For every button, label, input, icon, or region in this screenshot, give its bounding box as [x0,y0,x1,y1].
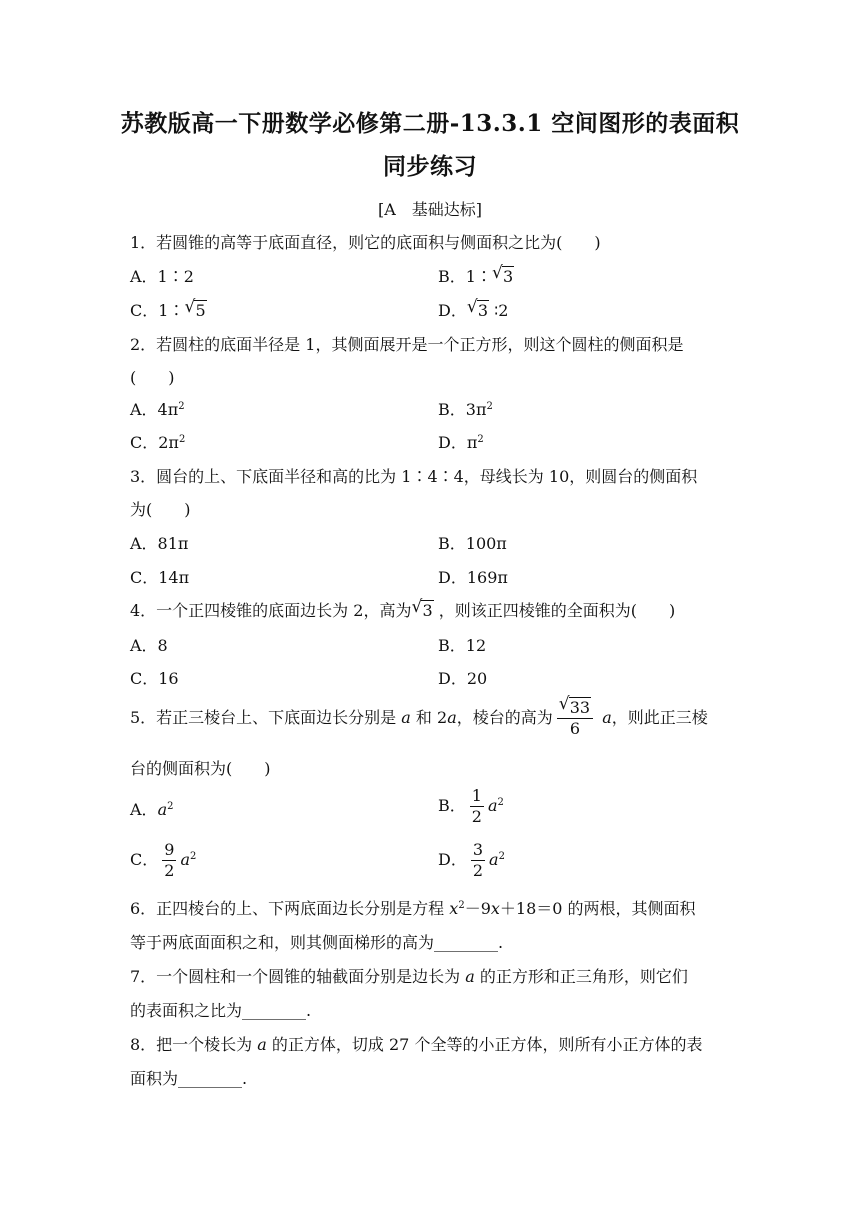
question-2-option-c: C．$2\pi^2$ [130,433,186,452]
question-5-stem-cont: 台的侧面积为( ) [130,759,271,778]
question-4-option-a: A．8 [130,636,168,655]
fraction: $\frac{9}{2}$ [164,840,175,880]
question-3-stem: 3．圆台的上、下底面半径和高的比为 1∶4∶4，母线长为 10，则圆台的侧面积 [130,467,698,486]
question-2-stem: 2．若圆柱的底面半径是 1，其侧面展开是一个正方形，则这个圆柱的侧面积是 [130,335,684,354]
document-title-line2: 同步练习 [383,153,477,180]
question-4-option-b: B．12 [438,636,487,655]
question-6-stem-cont: 等于两底面面积之和，则其侧面梯形的高为________. [130,933,504,952]
question-3-option-b: B．100π [438,534,507,553]
question-3-option-d: D．169π [438,568,508,587]
question-2-option-b: B．$3\pi^2$ [438,400,493,419]
sqrt-symbol: √ 5 [184,297,206,320]
question-7-stem-cont: 的表面积之比为________. [130,1001,312,1020]
question-5-option-c: C． $\frac{9}{2}$ $a^2$ [130,840,197,880]
question-3-stem-cont: 为( ) [130,500,191,519]
question-5-stem: 5．若正三棱台上、下底面边长分别是 a 和 2a，棱台的高为 √ 33 6 a，则此正三棱 [130,694,708,738]
question-3-option-a: A．81π [130,534,189,553]
question-3-option-c: C．14π [130,568,190,587]
question-2-option-a: A．$4\pi^2$ [130,400,185,419]
sqrt-symbol: √ 3 [466,297,489,320]
question-1-option-a: A．1∶2 [130,267,194,286]
sqrt-symbol: √ 3 [411,597,433,620]
question-4-option-d: D．20 [438,669,488,688]
question-2-option-d: D．$\pi^2$ [438,433,484,452]
question-5-option-d: D． $\frac{3}{2}$ $a^2$ [438,840,505,880]
question-8-stem-cont: 面积为________. [130,1069,248,1088]
document-title: 苏教版高一下册数学必修第二册-13.3.1 空间图形的表面积 [120,110,740,137]
question-4-stem: 4．一个正四棱锥的底面边长为 2，高为 √ 3 ，则该正四棱锥的全面积为( ) [130,597,676,620]
fraction: $\frac{1}{2}$ [471,786,482,826]
fraction: $\frac{3}{2}$ [472,840,484,880]
question-4-option-c: C．16 [130,669,179,688]
section-heading: [A 基础达标] [377,200,483,219]
question-1-option-c: C．1∶ √ 5 [130,297,206,320]
question-1-option-b: B．1∶ √ 3 [438,263,514,286]
question-8-stem: 8．把一个棱长为 a 的正方体，切成 27 个全等的小正方体，则所有小正方体的表 [130,1035,703,1054]
sqrt-symbol: √ 3 [491,263,514,286]
question-6-stem: 6．正四棱台的上、下两底面边长分别是方程 $x^2-9x+18=0$ 的两根，其侧面积 [130,899,696,918]
question-1-stem: 1．若圆锥的高等于底面直径，则它的底面积与侧面积之比为( ) [130,233,601,252]
question-7-stem: 7．一个圆柱和一个圆锥的轴截面分别是边长为 a 的正方形和正三角形，则它们 [130,967,688,986]
fraction: √ 33 6 [557,698,593,739]
question-5-option-b: B． $\frac{1}{2}$ $a^2$ [438,786,504,826]
question-1-option-d: D． √ 3 ∶2 [438,297,509,320]
question-5-option-a: A．$a^2$ [130,800,174,819]
question-2-stem-cont: ( ) [130,368,175,387]
